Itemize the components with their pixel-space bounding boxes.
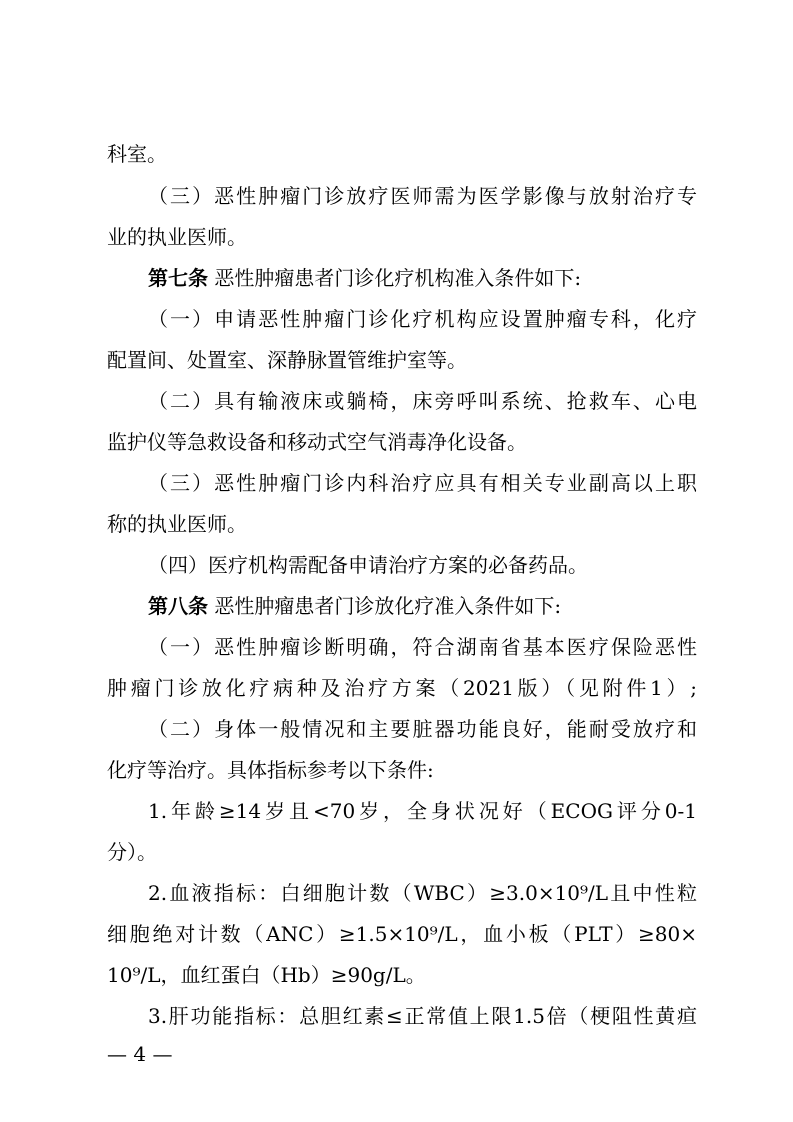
- article-7-text: 恶性肿瘤患者门诊化疗机构准入条件如下:: [214, 266, 582, 290]
- paragraph-line: （四）医疗机构需配备申请治疗方案的必备药品。: [148, 553, 588, 577]
- paragraph-line: 2.血液指标：白细胞计数（WBC）≥3.0×10⁹/L且中性粒: [148, 881, 697, 905]
- paragraph-line: 肿瘤门诊放化疗病种及治疗方案（2021版）（见附件1）;: [107, 676, 697, 700]
- paragraph-line: （二）具有输液床或躺椅，床旁呼叫系统、抢救车、心电: [148, 389, 697, 413]
- paragraph-line: （三）恶性肿瘤门诊放疗医师需为医学影像与放射治疗专: [148, 184, 697, 208]
- paragraph-line: 配置间、处置室、深静脉置管维护室等。: [107, 348, 467, 372]
- paragraph-line: 细胞绝对计数（ANC）≥1.5×10⁹/L，血小板（PLT）≥80×: [107, 922, 697, 946]
- paragraph-line: （一）恶性肿瘤诊断明确，符合湖南省基本医疗保险恶性: [148, 635, 697, 659]
- paragraph-line: （二）身体一般情况和主要脏器功能良好，能耐受放疗和: [148, 717, 697, 741]
- paragraph-line: 科室。: [107, 142, 167, 166]
- paragraph-line: 10⁹/L，血红蛋白（Hb）≥90g/L。: [107, 963, 426, 987]
- paragraph-line: 1.年龄≥14岁且<70岁，全身状况好（ECOG评分0-1: [148, 799, 697, 823]
- paragraph-line: （一）申请恶性肿瘤门诊化疗机构应设置肿瘤专科，化疗: [148, 307, 697, 331]
- page-number: — 4 —: [107, 1042, 173, 1066]
- paragraph-line: 监护仪等急救设备和移动式空气消毒净化设备。: [107, 430, 527, 454]
- article-8-heading: 第八条: [148, 594, 208, 618]
- article-8-text: 恶性肿瘤患者门诊放化疗准入条件如下:: [214, 594, 562, 618]
- article-7-heading: 第七条: [148, 266, 208, 290]
- paragraph-line: 称的执业医师。: [107, 512, 247, 536]
- paragraph-line: （三）恶性肿瘤门诊内科治疗应具有相关专业副高以上职: [148, 471, 697, 495]
- paragraph-line: 业的执业医师。: [107, 225, 247, 249]
- paragraph-line: 3.肝功能指标：总胆红素≤正常值上限1.5倍（梗阻性黄疸: [148, 1004, 697, 1028]
- paragraph-line: 化疗等治疗。具体指标参考以下条件:: [107, 758, 434, 782]
- paragraph-line: 分）。: [107, 840, 157, 864]
- article-7-line: [148, 264, 697, 292]
- article-8-line: [148, 592, 697, 620]
